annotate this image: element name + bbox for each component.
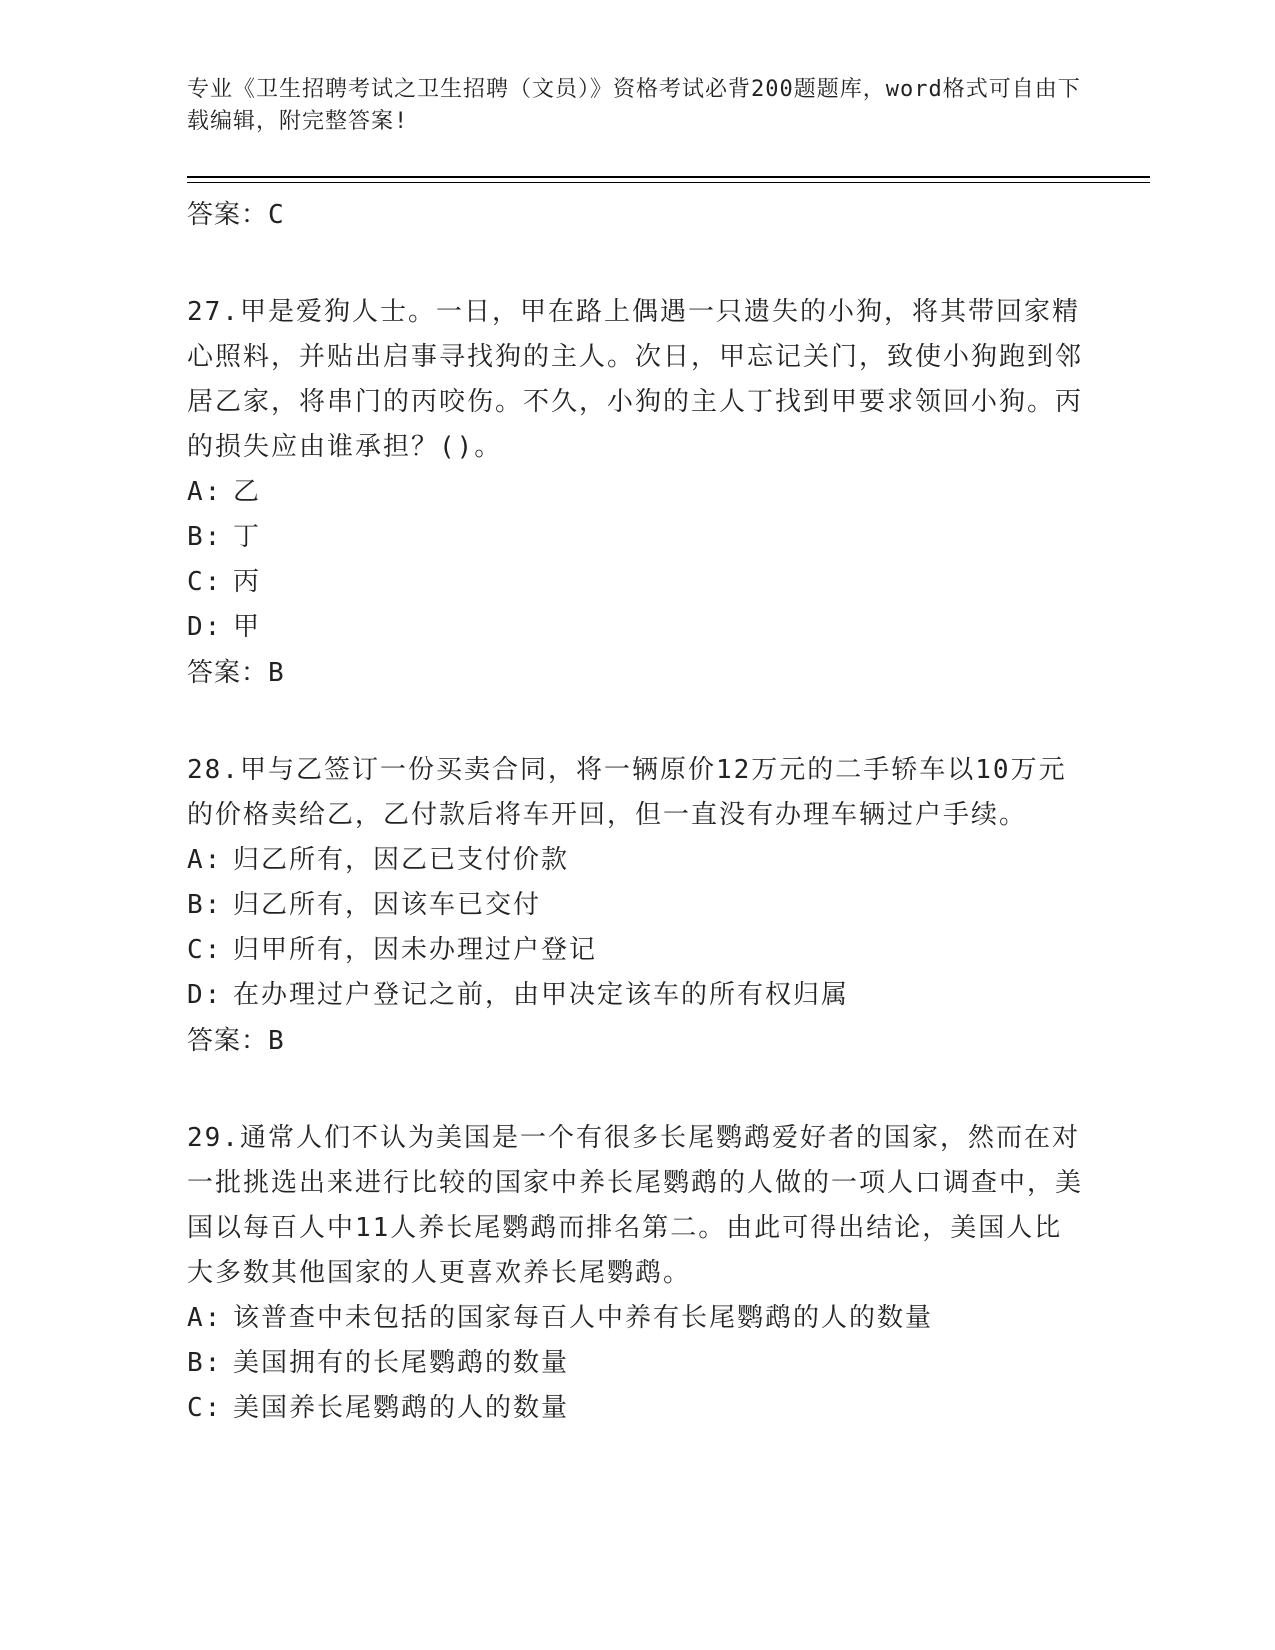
option-text: 在办理过户登记之前，由甲决定该车的所有权归属: [233, 980, 850, 1010]
option-letter: D:: [187, 980, 223, 1010]
option-a: [187, 838, 1087, 883]
option-text: 归乙所有，因该车已交付: [233, 890, 542, 920]
question-text: 28.甲与乙签订一份买卖合同，将一辆原价12万元的二手轿车以10万元的价格卖给乙，乙付款后将车开回，但一直没有办理车辆过户手续。: [187, 755, 1067, 830]
option-letter: C:: [187, 935, 223, 965]
question-text: 29.通常人们不认为美国是一个有很多长尾鹦鹉爱好者的国家，然而在对一批挑选出来进行比较的国家中养长尾鹦鹉的人做的一项人口调查中，美国以每百人中11人养长尾鹦鹉而排名第二。由此可得出结论，美国人比大多数其他国家的人更喜欢养长尾鹦鹉。: [187, 1123, 1084, 1288]
option-letter: D:: [187, 612, 223, 642]
header-rule-thick: [187, 176, 1150, 178]
option-text: 乙: [233, 477, 262, 507]
option-letter: B:: [187, 890, 223, 920]
option-text: 美国拥有的长尾鹦鹉的数量: [233, 1348, 570, 1378]
option-letter: B:: [187, 1348, 223, 1378]
option-letter: C:: [187, 1393, 223, 1423]
answer-line: 答案：C: [187, 200, 285, 230]
option-b: [187, 515, 1087, 560]
option-a: [187, 470, 1087, 515]
option-a: [187, 1296, 1087, 1341]
option-c: [187, 1386, 1087, 1431]
option-letter: B:: [187, 522, 223, 552]
option-d: [187, 973, 1087, 1018]
question-29: [187, 1116, 1087, 1431]
option-d: [187, 605, 1087, 650]
option-text: 归乙所有，因乙已支付价款: [233, 845, 570, 875]
option-text: 丙: [233, 567, 262, 597]
header-rule-thin: [187, 182, 1150, 183]
answer-line: 答案：B: [187, 1026, 285, 1056]
option-c: [187, 560, 1087, 605]
option-letter: A:: [187, 1303, 223, 1333]
page-header: 专业《卫生招聘考试之卫生招聘（文员）》资格考试必背200题题库，word格式可自由下载编辑，附完整答案!: [187, 77, 1081, 134]
option-text: 丁: [233, 522, 262, 552]
option-text: 归甲所有，因未办理过户登记: [233, 935, 598, 965]
question-28: [187, 748, 1087, 1064]
option-text: 该普查中未包括的国家每百人中养有长尾鹦鹉的人的数量: [233, 1303, 934, 1333]
option-b: [187, 883, 1087, 928]
option-letter: C:: [187, 567, 223, 597]
answer-line: 答案：B: [187, 658, 285, 688]
option-c: [187, 928, 1087, 973]
option-letter: A:: [187, 845, 223, 875]
question-text: 27.甲是爱狗人士。一日，甲在路上偶遇一只遗失的小狗，将其带回家精心照料，并贴出启事寻找狗的主人。次日，甲忘记关门，致使小狗跑到邻居乙家，将串门的丙咬伤。不久，小狗的主人丁找到甲要求领回小狗。丙的损失应由谁承担？()。: [187, 297, 1084, 462]
option-letter: A:: [187, 477, 223, 507]
option-text: 甲: [233, 612, 262, 642]
option-b: [187, 1341, 1087, 1386]
document-body: [187, 188, 1087, 1431]
question-27: [187, 290, 1087, 696]
option-text: 美国养长尾鹦鹉的人的数量: [233, 1393, 570, 1423]
